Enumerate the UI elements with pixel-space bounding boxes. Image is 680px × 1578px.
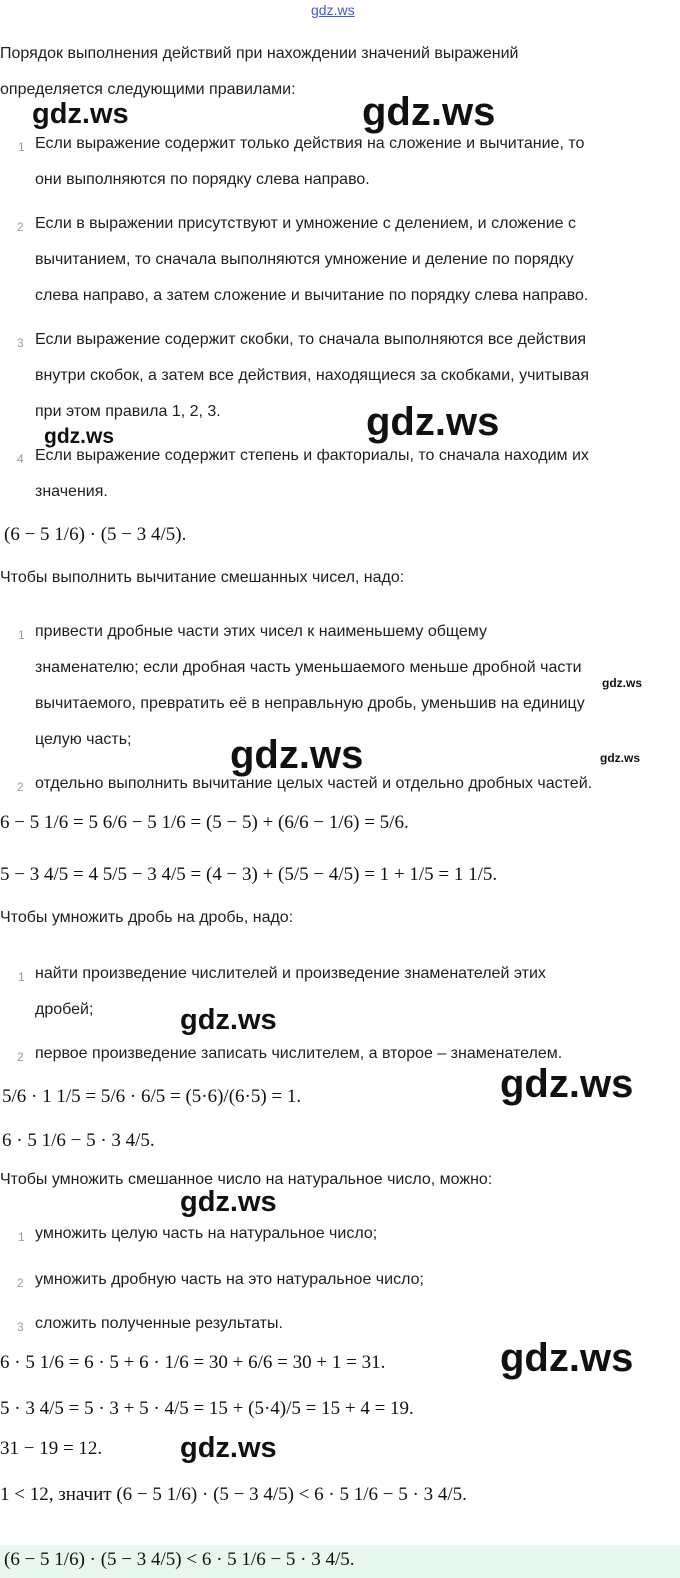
watermark: gdz.ws [32, 98, 129, 130]
rule-number: 4 [17, 452, 24, 466]
rule-number: 3 [17, 336, 24, 350]
section-heading: Чтобы умножить дробь на дробь, надо: [0, 909, 294, 926]
step-text: первое произведение записать числителем, а второе – знаменателем. [35, 1045, 563, 1062]
section-heading: Чтобы выполнить вычитание смешанных чисел, надо: [0, 569, 405, 586]
watermark: gdz.ws [180, 1432, 277, 1464]
intro-line: определяется следующими правилами: [0, 81, 296, 98]
rule-text: внутри скобок, а затем все действия, находящиеся за скобками, учитывая [35, 367, 590, 384]
step-text: отдельно выполнить вычитание целых частей и отдельно дробных частей. [35, 775, 593, 792]
comparison-line: 1 < 12, значит (6 − 5 1/6) · (5 − 3 4/5) < 6 · 5 1/6 − 5 · 3 4/5. [0, 1484, 467, 1505]
step-number: 2 [17, 1276, 24, 1290]
math-expression: 6 · 5 1/6 = 6 · 5 + 6 · 1/6 = 30 + 6/6 = 30 + 1 = 31. [0, 1352, 386, 1373]
step-text: умножить дробную часть на это натуральное число; [35, 1271, 424, 1288]
step-number: 1 [18, 970, 25, 984]
math-expression: (6 − 5 1/6) · (5 − 3 4/5). [4, 524, 187, 545]
watermark: gdz.ws [600, 751, 641, 765]
math-expression: 6 − 5 1/6 = 5 6/6 − 5 1/6 = (5 − 5) + (6/6 − 1/6) = 5/6. [0, 812, 409, 833]
step-number: 2 [17, 1050, 24, 1064]
math-expression: 31 − 19 = 12. [0, 1438, 103, 1459]
watermark: gdz.ws [230, 733, 364, 777]
rule-number: 2 [17, 220, 24, 234]
rule-text: при этом правила 1, 2, 3. [35, 403, 221, 420]
step-number: 1 [18, 628, 25, 642]
rule-text: вычитанием, то сначала выполняются умножение и деление по порядку [35, 251, 574, 268]
step-text: найти произведение числителей и произведение знаменателей этих [35, 965, 546, 982]
step-text: дробей; [35, 1001, 94, 1018]
watermark: gdz.ws [602, 676, 643, 690]
watermark: gdz.ws [44, 425, 115, 448]
step-number: 1 [18, 1230, 25, 1244]
step-text: привести дробные части этих чисел к наименьшему общему [35, 623, 487, 640]
math-expression: 5/6 · 1 1/5 = 5/6 · 6/5 = (5·6)/(6·5) = 1. [2, 1086, 302, 1107]
step-text: целую часть; [35, 731, 132, 748]
watermark: gdz.ws [366, 400, 500, 444]
math-expression: 5 − 3 4/5 = 4 5/5 − 3 4/5 = (4 − 3) + (5/5 − 4/5) = 1 + 1/5 = 1 1/5. [0, 864, 498, 885]
rule-text: они выполняются по порядку слева направо. [35, 171, 370, 188]
step-number: 2 [17, 780, 24, 794]
step-text: вычитаемого, превратить её в неправльную дробь, уменьшив на единицу [35, 695, 585, 712]
watermark: gdz.ws [500, 1336, 634, 1380]
math-expression: 5 · 3 4/5 = 5 · 3 + 5 · 4/5 = 15 + (5·4)/5 = 15 + 4 = 19. [0, 1398, 414, 1419]
watermark: gdz.ws [362, 90, 496, 134]
answer-line: (6 − 5 1/6) · (5 − 3 4/5) < 6 · 5 1/6 − 5 · 3 4/5. [4, 1549, 355, 1570]
watermark-top: gdz.ws [311, 2, 355, 18]
watermark: gdz.ws [180, 1004, 277, 1036]
step-number: 3 [17, 1320, 24, 1334]
rule-number: 1 [18, 140, 25, 154]
rule-text: значения. [35, 483, 108, 500]
rule-text: Если выражение содержит степень и факториалы, то сначала находим их [35, 447, 589, 464]
section-heading: Чтобы умножить смешанное число на натуральное число, можно: [0, 1171, 493, 1188]
rule-text: Если выражение содержит только действия на сложение и вычитание, то [35, 135, 585, 152]
step-text: умножить целую часть на натуральное число; [35, 1225, 378, 1242]
watermark: gdz.ws [500, 1062, 634, 1106]
math-expression: 6 · 5 1/6 − 5 · 3 4/5. [2, 1130, 155, 1151]
rule-text: слева направо, а затем сложение и вычитание по порядку слева направо. [35, 287, 589, 304]
step-text: знаменателю; если дробная часть уменьшаемого меньше дробной части [35, 659, 582, 676]
rule-text: Если выражение содержит скобки, то сначала выполняются все действия [35, 331, 587, 348]
rule-text: Если в выражении присутствуют и умножение с делением, и сложение с [35, 215, 577, 232]
intro-line: Порядок выполнения действий при нахождении значений выражений [0, 45, 519, 62]
watermark: gdz.ws [180, 1186, 277, 1218]
step-text: сложить полученные результаты. [35, 1315, 283, 1332]
